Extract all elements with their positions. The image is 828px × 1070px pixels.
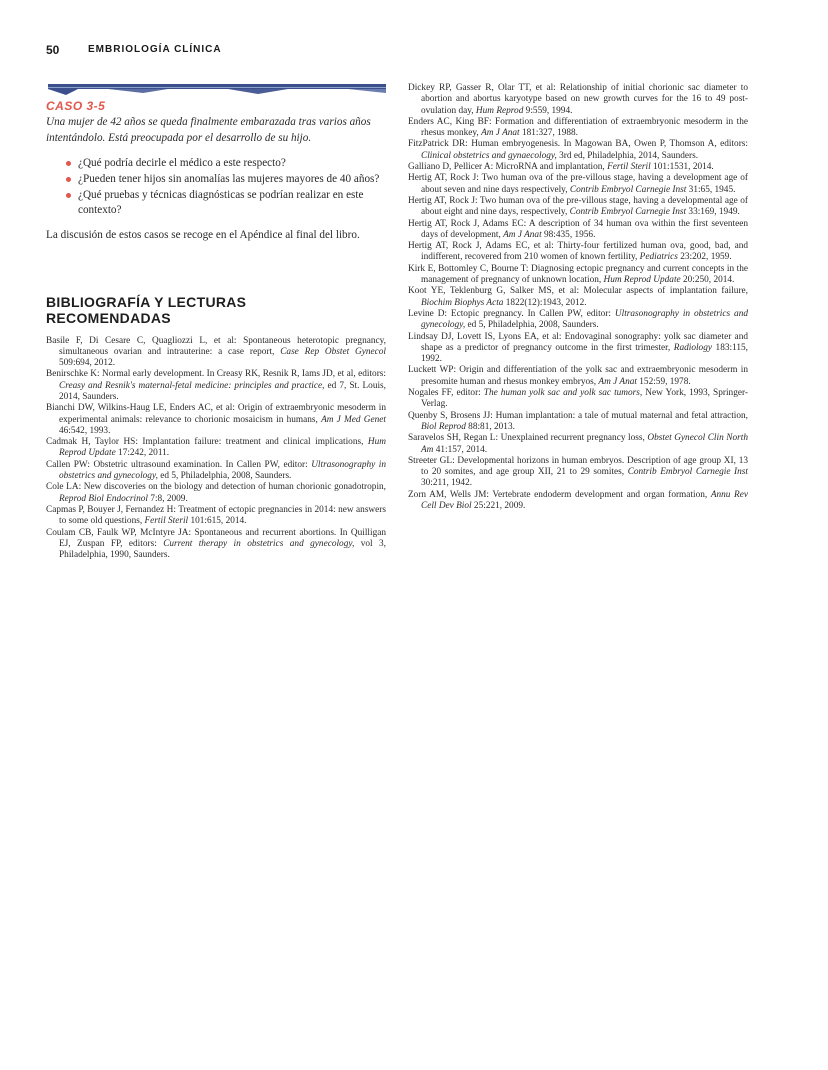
reference-entry: Hertig AT, Rock J, Adams EC: A description of 34 human ova within the first seventeen days of development, Am J Anat 98:435, 1956.	[408, 218, 748, 240]
reference-entry: Koot YE, Teklenburg G, Salker MS, et al: Molecular aspects of implantation failure, Biochim Biophys Acta 1822(12):1943, 2012.	[408, 286, 748, 308]
case-text: Una mujer de 42 años se queda finalmente embarazada tras varios años intentándolo. Está preocupada por el desarrollo de su hijo.	[46, 116, 371, 144]
reference-entry: Streeter GL: Developmental horizons in human embryos. Description of age group XI, 13 to 20 somites, and age group XII, 21 to 29 somites, Contrib Embryol Carnegie Inst 30:211, 1942.	[408, 455, 748, 489]
reference-entry: Quenby S, Brosens JJ: Human implantation: a tale of mutual maternal and fetal attraction, Biol Reprod 88:81, 2013.	[408, 410, 748, 432]
reference-entry: Saravelos SH, Regan L: Unexplained recurrent pregnancy loss, Obstet Gynecol Clin North Am 41:157, 2014.	[408, 433, 749, 455]
reference-entry: Hertig AT, Rock J: Two human ova of the pre-villous stage, having a developmental age of about eight and nine days, respectively, Contrib Embryol Carnegie Inst 33:169, 1949.	[408, 195, 748, 218]
reference-entry: Hertig AT, Rock J: Two human ova of the pre-villous stage, having a development age of about seven and nine days respectively, Contrib Embryol Carnegie Inst 31:65, 1945.	[408, 173, 748, 195]
case-discussion-note: La discusión de estos casos se recoge en el Apéndice al final del libro.	[46, 229, 360, 241]
reference-entry: Coulam CB, Faulk WP, McIntyre JA: Spontaneous and recurrent abortions. In Quilligan EJ, Zuspan FP, editors: Current therapy in obstetrics and gynecology, vol 3, Philadelphia, 1990, Saunders.	[46, 527, 386, 561]
reference-entry: Nogales FF, editor: The human yolk sac and yolk sac tumors, New York, 1993, Springer-Verlag.	[408, 388, 748, 410]
bullet-icon	[66, 177, 71, 182]
reference-entry: Lindsay DJ, Lovett IS, Lyons EA, et al: Endovaginal sonography: yolk sac diameter and shape as a predictor of pregnancy outcome in the first trimester, Radiology 183:115, 1992.	[408, 331, 748, 365]
running-title: EMBRIOLOGÍA CLÍNICA	[88, 44, 222, 55]
case-title: CASO 3-5	[46, 99, 106, 113]
reference-entry: Galliano D, Pellicer A: MicroRNA and implantation, Fertil Steril 101:1531, 2014.	[408, 162, 714, 173]
reference-entry: Capmas P, Bouyer J, Fernandez H: Treatment of ectopic pregnancies in 2014: new answers to some old questions, Fertil Steril 101:615, 2014.	[46, 504, 386, 527]
reference-list-left	[46, 336, 386, 562]
left-column	[46, 84, 386, 561]
reference-entry: Kirk E, Bottomley C, Bourne T: Diagnosing ectopic pregnancy and current concepts in the management of pregnancy of unknown location, Hum Reprod Update 20:250, 2014.	[408, 263, 748, 286]
reference-entry: Luckett WP: Origin and differentiation of the yolk sac and extraembryonic mesoderm in presomite human and rhesus monkey embryos, Am J Anat 152:59, 1978.	[408, 365, 748, 387]
reference-entry: FitzPatrick DR: Human embryogenesis. In Magowan BA, Owen P, Thomson A, editors: Clinical obstetrics and gynaecology, 3rd ed, Philadelphia, 2014, Saunders.	[408, 139, 748, 161]
right-column	[408, 83, 748, 512]
reference-entry: Cadmak H, Taylor HS: Implantation failure: treatment and clinical implications, Hum Reprod Update 17:242, 2011.	[46, 437, 386, 459]
reference-entry: Zorn AM, Wells JM: Vertebrate endoderm development and organ formation, Annu Rev Cell Dev Biol 25:221, 2009.	[408, 489, 748, 511]
bibliography-heading: BIBLIOGRAFÍA Y LECTURAS RECOMENDADAS	[46, 293, 247, 326]
case-questions	[46, 156, 386, 218]
reference-entry: Levine D: Ectopic pregnancy. In Callen PW, editor: Ultrasonography in obstetrics and gynecology, ed 5, Philadelphia, 2008, Saunders.	[408, 308, 748, 331]
case-question: ¿Pueden tener hijos sin anomalías las mujeres mayores de 40 años?	[66, 172, 386, 187]
reference-entry: Enders AC, King BF: Formation and differentiation of extraembryonic mesoderm in the rhesus monkey, Am J Anat 181:327, 1988.	[408, 116, 748, 139]
reference-list-right	[408, 83, 748, 512]
reference-entry: Basile F, Di Cesare C, Quagliozzi L, et al: Spontaneous heterotopic pregnancy, simultaneous ovarian and intrauterine: a case report, Case Rep Obstet Gynecol 509:694, 2012.	[46, 335, 386, 369]
reference-entry: Callen PW: Obstetric ultrasound examination. In Callen PW, editor: Ultrasonography in obstetrics and gynecology, ed 5, Philadelphia, 2008, Saunders.	[46, 459, 386, 482]
reference-entry: Cole LA: New discoveries on the biology and detection of human chorionic gonadotropin, Reprod Biol Endocrinol 7:8, 2009.	[46, 482, 386, 504]
page-header	[46, 43, 786, 59]
reference-entry: Dickey RP, Gasser R, Olar TT, et al: Relationship of initial chorionic sac diameter to abortion and abortus karyotype based on new growth curves for the 16 to 49 post-ovulation day, Hum Reprod 9:559, 1994.	[408, 83, 748, 116]
bullet-icon	[66, 161, 71, 166]
reference-entry: Hertig AT, Rock J, Adams EC, et al: Thirty-four fertilized human ova, good, bad, and indifferent, recovered from 210 women of known fertility, Pediatrics 23:202, 1959.	[408, 241, 748, 263]
case-banner-graphic	[48, 84, 386, 97]
case-question: ¿Qué podría decirle el médico a este respecto?	[66, 156, 386, 171]
reference-entry: Bianchi DW, Wilkins-Haug LE, Enders AC, et al: Origin of extraembryonic mesoderm in experimental animals: relevance to chorionic mosaicism in humans, Am J Med Genet 46:542, 1993.	[46, 403, 386, 436]
reference-entry: Benirschke K: Normal early development. In Creasy RK, Resnik R, Iams JD, et al, editors: Creasy and Resnik's maternal-fetal medicine: principles and practice, ed 7, St. Louis, 2014, Saunders.	[46, 369, 386, 402]
bullet-icon	[66, 193, 71, 198]
case-question: ¿Qué pruebas y técnicas diagnósticas se podrían realizar en este contexto?	[66, 188, 386, 218]
page-number: 50	[46, 43, 60, 57]
